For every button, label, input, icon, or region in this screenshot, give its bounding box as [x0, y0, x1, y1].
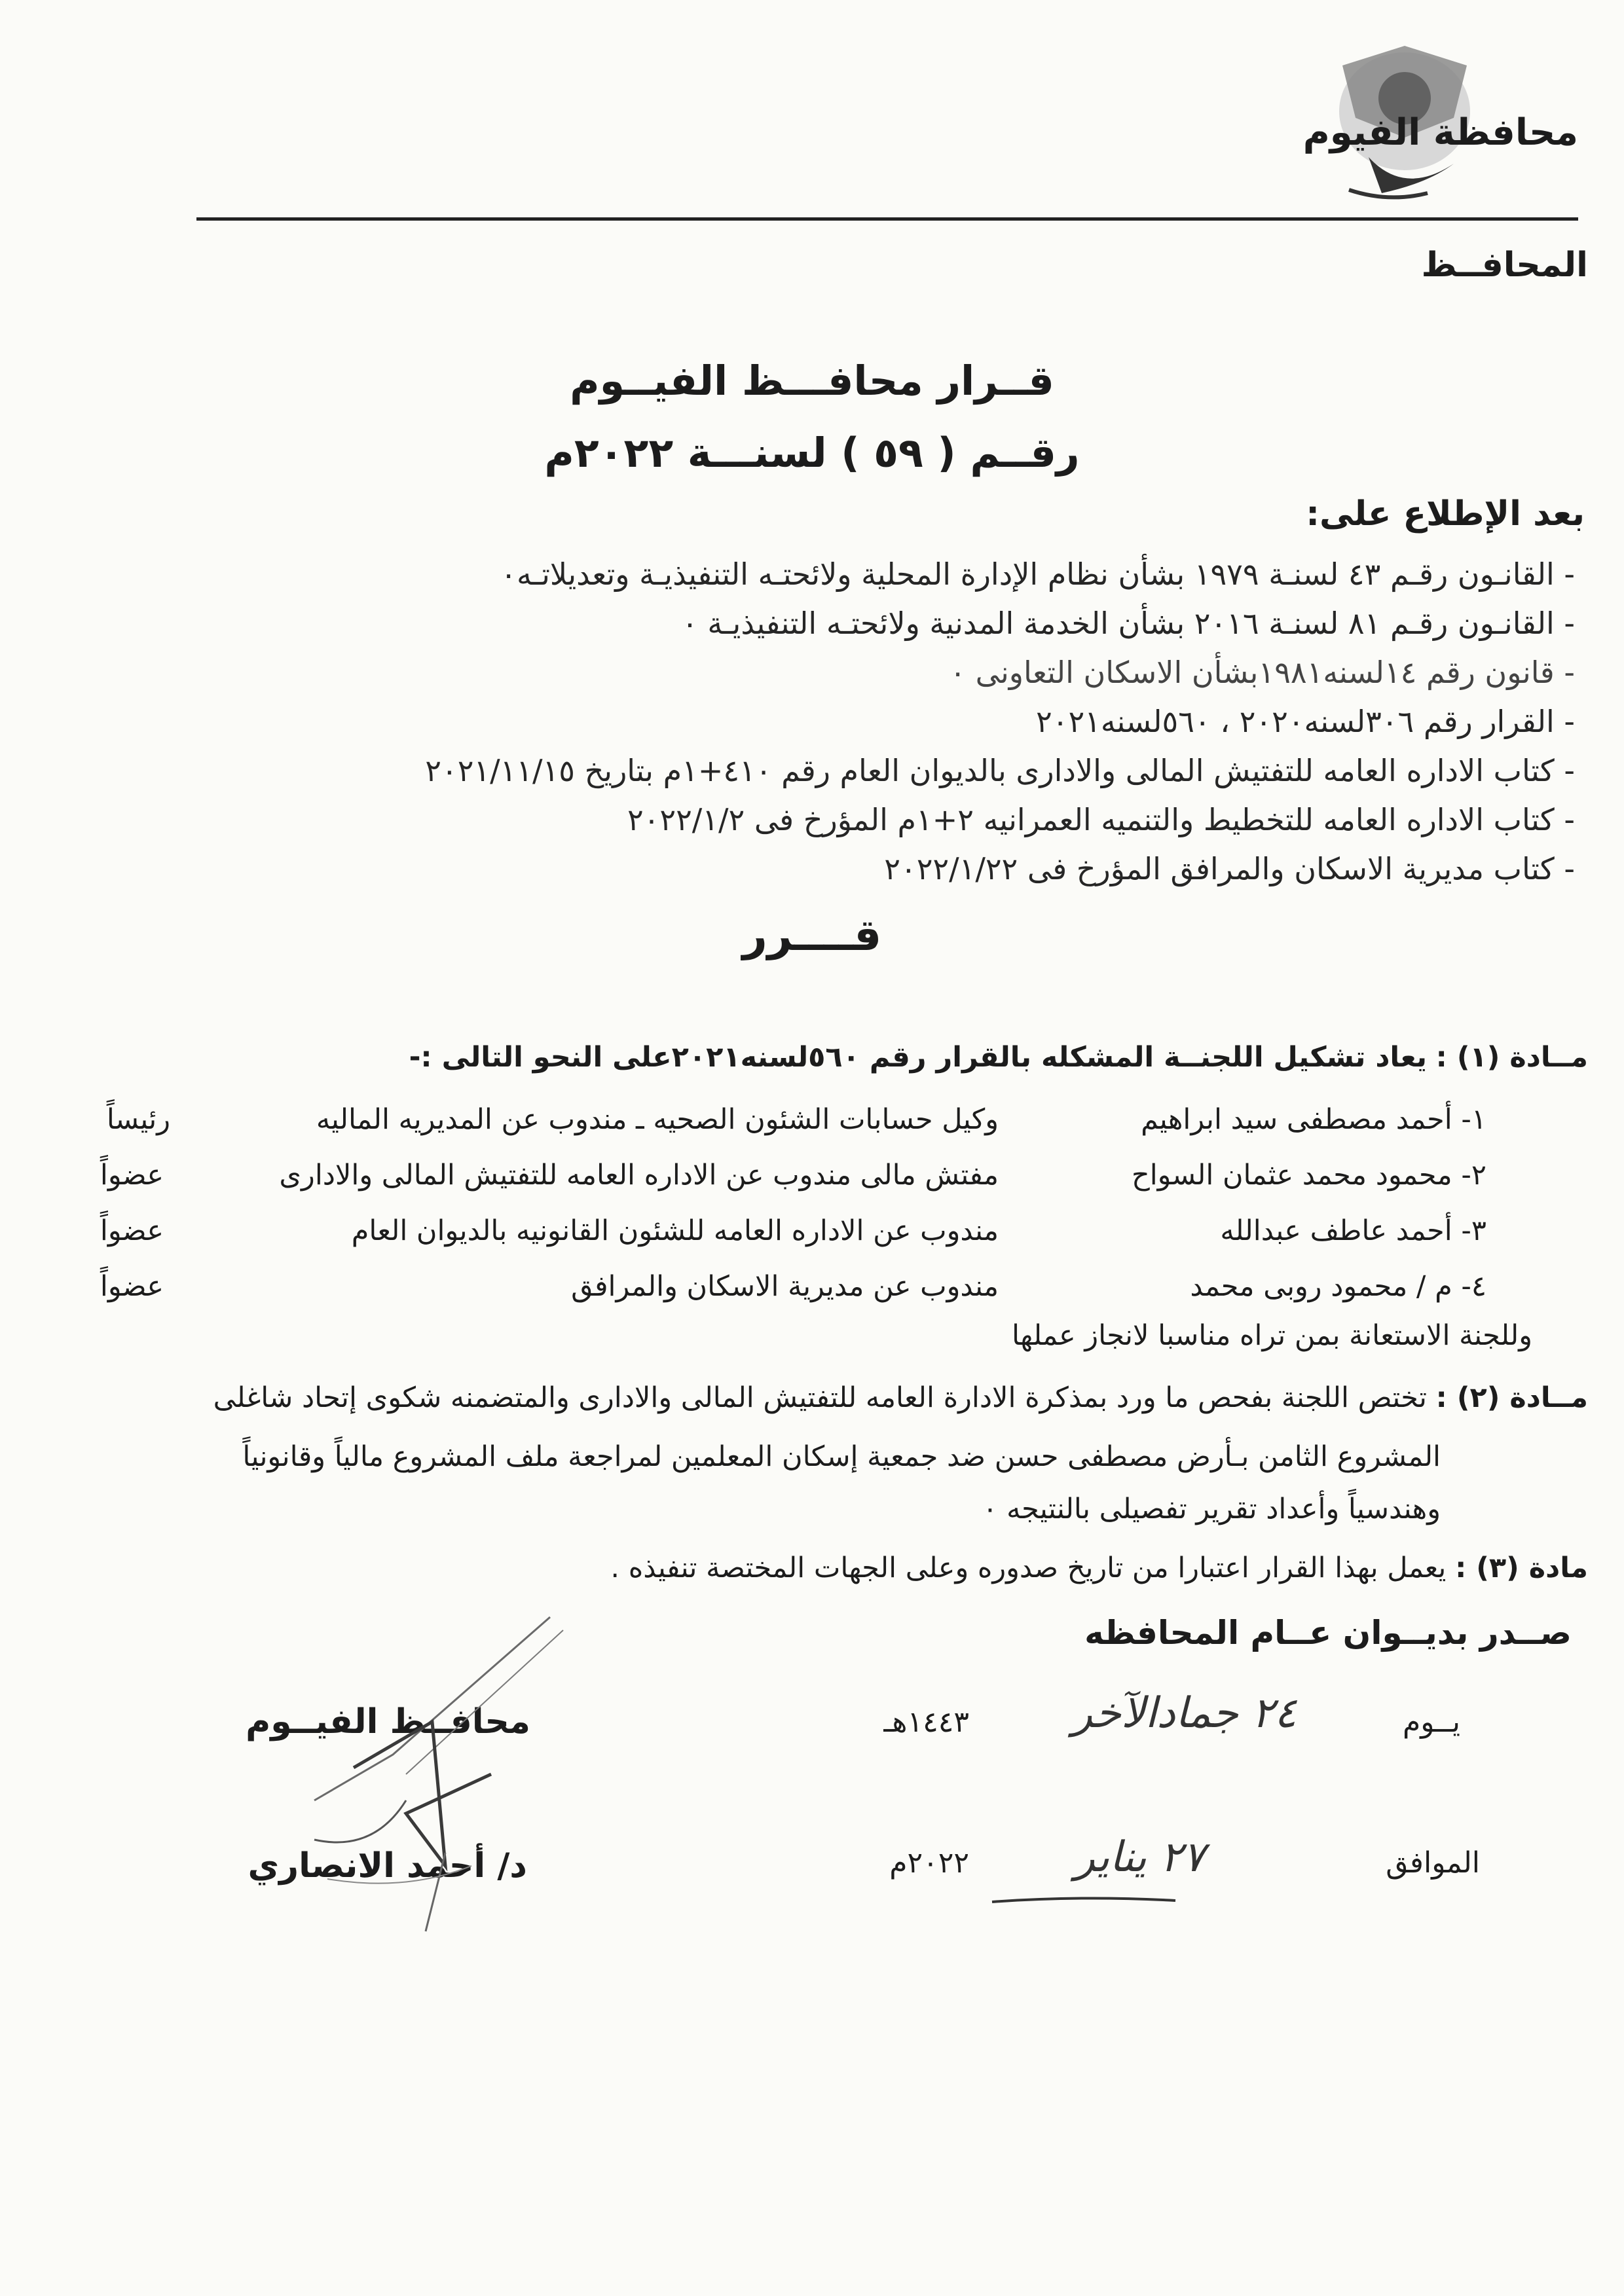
gregorian-date-handwritten: ٢٧ يناير — [1075, 1833, 1205, 1882]
article-3-label: مادة (٣) : — [1455, 1552, 1588, 1584]
reference-line: - كتاب مديرية الاسكان والمرافق المؤرخ فى ٢٠٢٢/١/٢٢ — [884, 851, 1575, 886]
article-1-label: مــادة (١) : — [1435, 1041, 1588, 1074]
member-status: عضواً — [100, 1159, 164, 1192]
office-label: المحافــظ — [1421, 246, 1588, 285]
member-status: عضواً — [100, 1214, 164, 1247]
article-2-line: تختص اللجنة بفحص ما ورد بمذكرة الادارة العامه للتفتيش المالى والادارى والمتضمنه شكوى إتحاد شاغلى — [213, 1381, 1427, 1414]
decided-heading: قــــرر — [742, 910, 882, 960]
member-name: ١- أحمد مصطفى سيد ابراهيم — [1141, 1103, 1486, 1136]
member-role: وكيل حسابات الشئون الصحيه ـ مندوب عن المديريه الماليه — [316, 1103, 999, 1136]
member-name: ٢- محمود محمد عثمان السواح — [1131, 1159, 1486, 1192]
article-2-line: المشروع الثامن بـأرض مصطفى حسن ضد جمعية إسكان المعلمين لمراجعة ملف المشروع مالياً وقانونياً — [242, 1440, 1441, 1473]
reference-line: - القرار رقم ٣٠٦لسنه٢٠٢٠ ، ٥٦٠لسنه٢٠٢١ — [1036, 704, 1575, 739]
article-2-label: مــادة (٢) : — [1435, 1381, 1588, 1414]
article-3-text: يعمل بهذا القرار اعتبارا من تاريخ صدوره وعلى الجهات المختصة تنفيذه . — [610, 1552, 1447, 1584]
member-name: ٣- أحمد عاطف عبدالله — [1220, 1214, 1486, 1247]
gregorian-year: ٢٠٢٢م — [889, 1846, 969, 1880]
hijri-date-handwritten: ٢٤ جمادالآخر — [1072, 1689, 1297, 1738]
reference-line: - قانون رقم ١٤لسنه١٩٨١بشأن الاسكان التعاونى ٠ — [950, 655, 1575, 690]
member-name: ٤- م / محمود روبى محمد — [1190, 1270, 1486, 1303]
intro-heading: بعد الإطلاع على: — [1306, 494, 1585, 534]
decree-number: رقــم ( ٥٩ ) لسنـــة ٢٠٢٢م — [544, 429, 1080, 477]
hijri-day-label: يــوم — [1403, 1705, 1460, 1739]
article-2-line: وهندسياً وأعداد تقرير تفصيلى بالنتيجه ٠ — [982, 1493, 1441, 1525]
reference-line: - القانـون رقـم ٨١ لسنـة ٢٠١٦ بشأن الخدمة المدنية ولائحتـه التنفيذيـة ٠ — [682, 606, 1575, 641]
committee-closing: وللجنة الاستعانة بمن تراه مناسبا لانجاز عملها — [1012, 1319, 1532, 1352]
hijri-year: ١٤٤٣هـ — [883, 1705, 969, 1739]
signatory-name: د/ أحمد الانصاري — [248, 1846, 527, 1886]
reference-line: - كتاب الاداره العامه للتفتيش المالى والادارى بالديوان العام رقم ٤١٠+١م بتاريخ ٢٠٢١/١١/١٥ — [425, 753, 1575, 788]
reference-line: - القانـون رقـم ٤٣ لسنـة ١٩٧٩ بشأن نظام الإدارة المحلية ولائحتـه التنفيذيـة وتعديلاتـه٠ — [500, 556, 1575, 592]
member-role: مفتش مالى مندوب عن الاداره العامه للتفتيش المالى والادارى — [279, 1159, 999, 1192]
article-1 — [409, 1041, 1588, 1074]
issued-statement: صــدر بديــوان عــام المحافظه — [1084, 1614, 1572, 1652]
gregorian-label: الموافق — [1386, 1846, 1480, 1880]
member-status: عضواً — [100, 1270, 164, 1303]
handwritten-underline — [989, 1882, 1179, 1908]
member-status: رئيساً — [106, 1103, 170, 1136]
member-role: مندوب عن الاداره العامه للشئون القانونيه بالديوان العام — [351, 1214, 999, 1247]
article-1-text: يعاد تشكيل اللجنــة المشكله بالقرار رقم ٥٦٠لسنه٢٠٢١على النحو التالى :- — [409, 1041, 1427, 1074]
member-role: مندوب عن مديرية الاسكان والمرافق — [571, 1270, 999, 1303]
article-3 — [610, 1552, 1588, 1584]
header-divider — [196, 217, 1578, 221]
decree-title: قــرار محافـــظ الفيــوم — [570, 357, 1054, 405]
article-2 — [213, 1381, 1588, 1414]
signatory-title: محافــظ الفيــوم — [246, 1702, 530, 1741]
handwritten-signature — [275, 1604, 589, 1944]
reference-line: - كتاب الاداره العامه للتخطيط والتنميه العمرانيه ٢+١م المؤرخ فى ٢٠٢٢/١/٢ — [627, 802, 1575, 837]
governorate-name: محافظة الفيوم — [1302, 111, 1578, 154]
